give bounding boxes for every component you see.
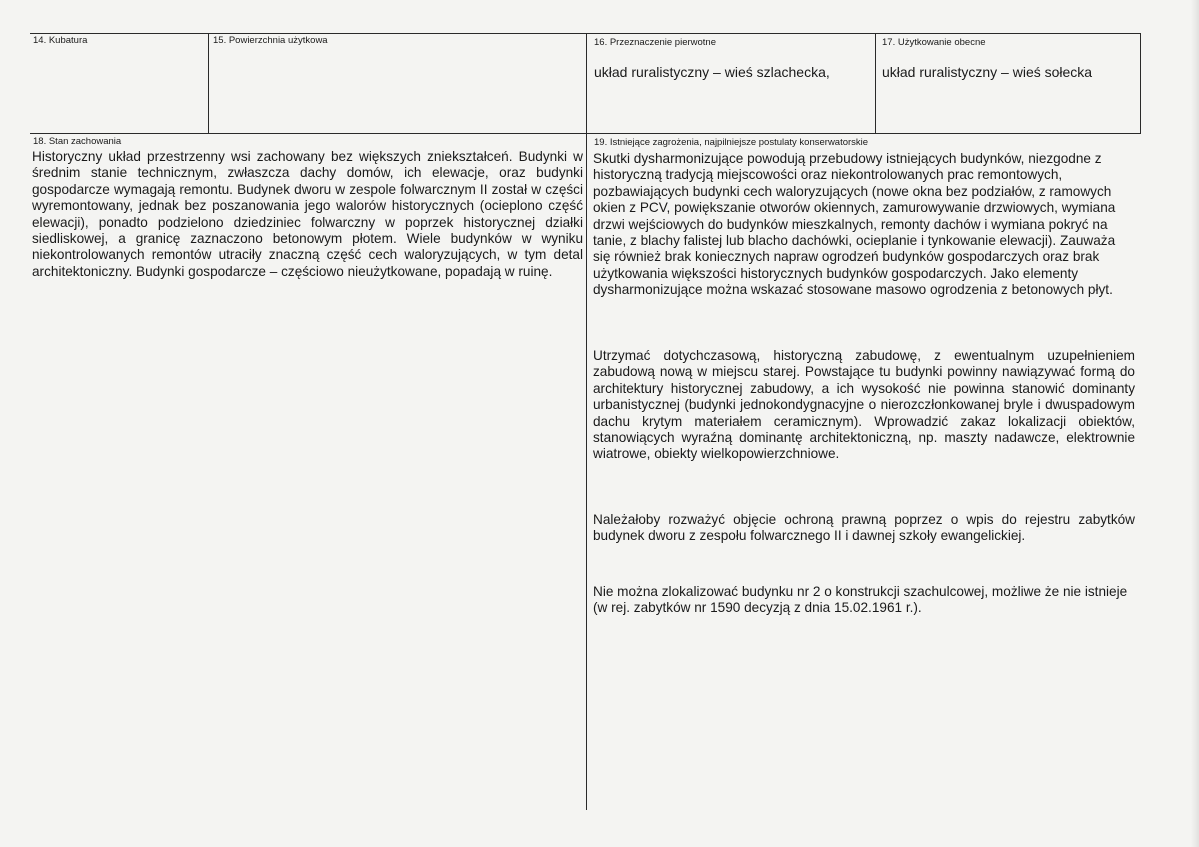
zagrozenia-paragraph-3: Należałoby rozważyć objęcie ochroną prawną poprzez o wpis do rejestru zabytków budynek dworu z zespołu folwarcznego II i dawnej szkoły ewangelickiej. bbox=[593, 512, 1135, 544]
right-border bbox=[1140, 33, 1141, 134]
przeznaczenie-pierwotne-value: układ ruralistyczny – wieś szlachecka, bbox=[594, 64, 830, 80]
kubatura-label: 14. Kubatura bbox=[33, 35, 88, 46]
zagrozenia-label: 19. Istniejące zagrożenia, najpilniejsze postulaty konserwatorskie bbox=[594, 137, 869, 148]
row-divider bbox=[30, 133, 1140, 134]
powierzchnia-label: 15. Powierzchnia użytkowa bbox=[213, 35, 328, 46]
uzytkowanie-obecne-value: układ ruralistyczny – wieś sołecka bbox=[882, 64, 1093, 80]
zagrozenia-paragraph-4: Nie można zlokalizować budynku nr 2 o konstrukcji szachulcowej, możliwe że nie istnieje (w rej. zabytków nr 1590 decyzją z dnia 15.02.1961 r.). bbox=[593, 584, 1128, 616]
col-divider-3 bbox=[875, 33, 876, 134]
zagrozenia-paragraph-1: Skutki dysharmonizujące powodują przebudowy istniejących budynków, niezgodne z historyczną tradycją miejscowości oraz niekontrolowanych prac remontowych, pozbawiających budynki cech waloryzujących (nowe okna bez podziałów, z ramowych okien z PCV, powiększanie otworów okiennych, zamurowywanie drzwiowych, wymiana drzwi wejściowych do budynków mieszkalnych, remonty dachów i wymiana pokryć na tanie, z blachy falistej lub blacho dachówki, ocieplanie i tynkowanie elewacji). Zauważa się również brak koniecznych napraw ogrodzeń budynków gospodarczych oraz brak użytkowania większości historycznych budynków gospodarczych. Jako elementy dysharmonizujące można wskazać stosowane masowo ogrodzenia z betonowych płyt. bbox=[593, 151, 1116, 298]
przeznaczenie-pierwotne-label: 16. Przeznaczenie pierwotne bbox=[594, 37, 716, 48]
col-divider-middle bbox=[586, 33, 587, 810]
scan-edge-shadow bbox=[1191, 0, 1199, 847]
zagrozenia-paragraph-2: Utrzymać dotychczasową, historyczną zabudowę, z ewentualnym uzupełnieniem zabudową nową w miejscu starej. Powstające tu budynki powinny nawiązywać formą do architektury historycznej zabudowy, a ich wysokość nie powinna stanowić dominanty urbanistycznej (budynki jednokondygnacyjne o nierozczłonkowanej bryle i dwuspadowym dachu krytym materiałem ceramicznym). Wprowadzić zakaz lokalizacji obiektów, stanowiących wyraźną dominantę architektoniczną, np. maszty nadawcze, elektrownie wiatrowe, obiekty wielkopowierzchniowe. bbox=[593, 348, 1135, 462]
top-border bbox=[30, 33, 1140, 34]
col-divider-1 bbox=[208, 33, 209, 134]
stan-zachowania-label: 18. Stan zachowania bbox=[33, 136, 122, 147]
stan-zachowania-text: Historyczny układ przestrzenny wsi zachowany bez większych zniekształceń. Budynki w średnim stanie technicznym, zwłaszcza dachy domów, ich elewacje, oraz budynki gospodarcze wymagają remontu. Budynek dworu w zespole folwarcznym II został w części wyremontowany, jednak bez poszanowania jego walorów historycznych (ocieplono część elewacji), ponadto podzielono dziedziniec folwarczny w poprzek historycznej działki siedliskowej, a granicę zaznaczono betonowym płotem. Wiele budynków w wyniku niekontrolowanych remontów utraciły znaczną część cech waloryzujących, w tym detal architektoniczny. Budynki gospodarcze – częściowo nieużytkowane, popadają w ruinę. bbox=[32, 149, 583, 279]
uzytkowanie-obecne-label: 17. Użytkowanie obecne bbox=[882, 37, 986, 48]
